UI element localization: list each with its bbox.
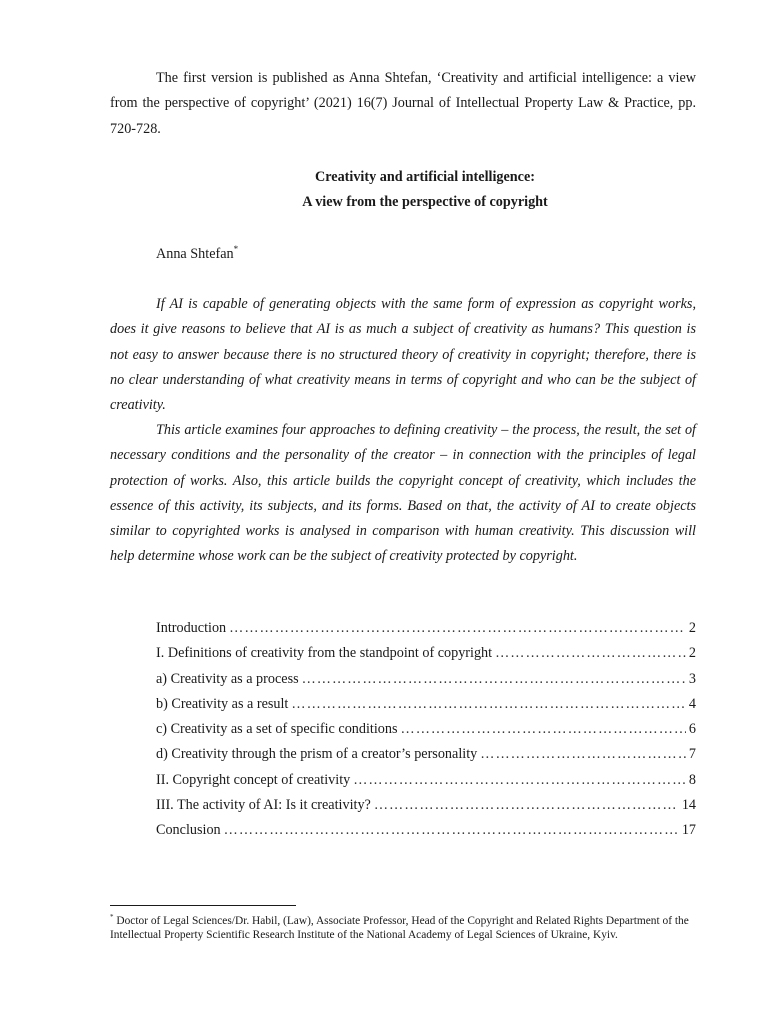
toc-label: I. Definitions of creativity from the standpoint of copyright <box>156 645 493 662</box>
toc-page-number: 17 <box>681 822 696 839</box>
author <box>156 244 238 263</box>
toc-label: a) Creativity as a process <box>156 670 299 687</box>
toc-leader <box>229 620 686 637</box>
title-line-2: A view from the perspective of copyright <box>302 194 548 210</box>
toc-page-number: 6 <box>688 721 696 738</box>
toc-leader <box>480 746 686 763</box>
toc-page-number: 4 <box>688 695 696 712</box>
publication-note: The first version is published as Anna Shtefan, ‘Creativity and artificial intelligence: a view from the perspective of copyright’ (2021) 16(7) Journal of Intellectual Property Law & Practice, pp. 720-728. <box>110 70 696 137</box>
toc-page-number: 14 <box>681 797 696 814</box>
abstract-paragraph-2: This article examines four approaches to defining creativity – the process, the result, the set of necessary conditions and the personality of the creator – in connection with the principles of legal protection of works. Also, this article builds the copyright concept of creativity, which includes the essence of this activity, its subjects, and its forms. Based on that, the activity of AI to create objects similar to copyrighted works is analysed in comparison with human creativity. This discussion will help determine whose work can be the subject of creativity protected by copyright. <box>110 422 696 565</box>
toc-item-introduction[interactable] <box>156 620 696 645</box>
toc-page-number: 2 <box>688 620 696 636</box>
toc-leader <box>353 772 686 789</box>
toc-label: b) Creativity as a result <box>156 695 289 712</box>
toc-item-result[interactable] <box>156 696 696 721</box>
abstract-paragraph-1: If AI is capable of generating objects with the same form of expression as copyright works, does it give reasons to believe that AI is as much a subject of creativity as humans? This question is not easy to answer because there is no structured theory of creativity in copyright; therefore, there is no clear understanding of what creativity means in terms of copyright and who can be the subject of creativity. <box>110 296 696 414</box>
toc-label: d) Creativity through the prism of a creator’s personality <box>156 746 478 763</box>
footnote <box>110 911 696 942</box>
toc-page-number: 7 <box>688 746 696 763</box>
footnote-mark: * <box>110 913 114 921</box>
toc-leader <box>291 696 686 713</box>
toc-item-conclusion[interactable] <box>156 822 696 847</box>
toc-leader <box>302 671 686 688</box>
toc-page-number: 8 <box>688 771 696 788</box>
toc-item-ai-activity[interactable] <box>156 797 696 822</box>
footnote-separator <box>110 905 296 906</box>
toc-leader <box>495 645 686 662</box>
toc-label: III. The activity of AI: Is it creativity? <box>156 797 371 814</box>
toc-label: II. Copyright concept of creativity <box>156 771 351 788</box>
toc-leader <box>224 822 679 839</box>
toc-label: Introduction <box>156 620 227 636</box>
toc-item-definitions[interactable] <box>156 645 696 670</box>
toc-item-concept[interactable] <box>156 772 696 797</box>
table-of-contents <box>156 620 696 848</box>
toc-page-number: 2 <box>688 645 696 662</box>
toc-page-number: 3 <box>688 670 696 687</box>
toc-item-personality[interactable] <box>156 746 696 771</box>
toc-label: c) Creativity as a set of specific conditions <box>156 721 398 738</box>
toc-leader <box>401 721 686 738</box>
title-line-1: Creativity and artificial intelligence: <box>315 169 535 185</box>
author-footnote-mark[interactable]: * <box>233 244 239 254</box>
toc-item-conditions[interactable] <box>156 721 696 746</box>
footnote-text: Doctor of Legal Sciences/Dr. Habil, (Law), Associate Professor, Head of the Copyright and Related Rights Department of the Intellectual Property Scientific Research Institute of the National Academy of Legal Sciences of Ukraine, Kyiv. <box>110 915 689 941</box>
author-name: Anna Shtefan <box>156 246 234 262</box>
toc-item-process[interactable] <box>156 671 696 696</box>
toc-label: Conclusion <box>156 822 221 839</box>
toc-leader <box>374 797 679 814</box>
